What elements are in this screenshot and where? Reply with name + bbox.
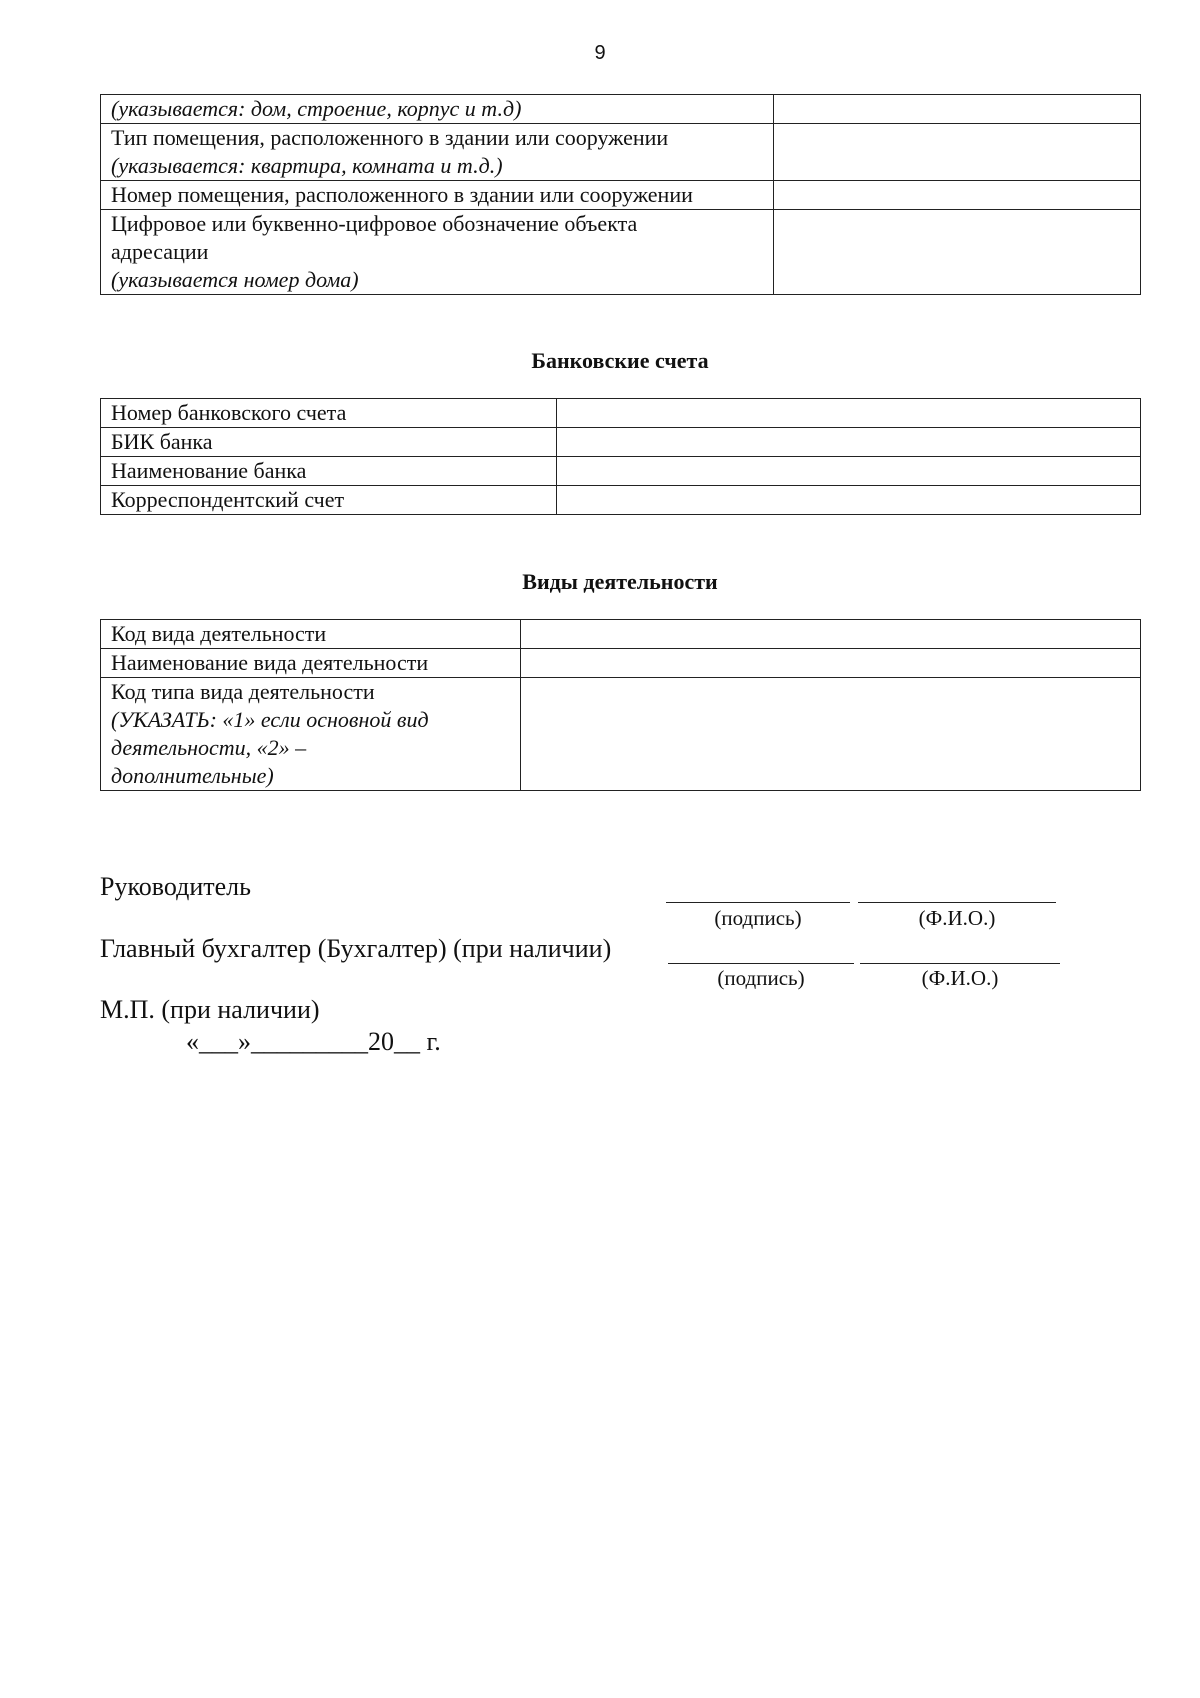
table-row [101, 210, 1141, 295]
bank-accounts-table-body [101, 399, 1141, 515]
field-label: адресации [111, 239, 209, 264]
field-label: Тип помещения, расположенного в здании или сооружении [111, 125, 669, 150]
activity-types-table-body [101, 620, 1141, 791]
director-name-line[interactable] [858, 902, 1056, 903]
field-label: Код типа вида деятельности [111, 679, 375, 704]
address-table [100, 94, 1141, 295]
table-row [101, 678, 1141, 791]
address-row-2-label-cell [101, 181, 774, 210]
address-row-3-label-cell [101, 210, 774, 295]
field-label: БИК банка [111, 429, 213, 454]
bank-row-2-value-cell[interactable] [557, 457, 1141, 486]
field-label: Номер помещения, расположенного в здании или сооружении [111, 182, 693, 207]
bank-row-3-value-cell[interactable] [557, 486, 1141, 515]
table-row [101, 649, 1141, 678]
bank-row-0-label-cell [101, 399, 557, 428]
activity-row-0-value-cell[interactable] [521, 620, 1141, 649]
table-row [101, 457, 1141, 486]
field-hint: дополнительные) [111, 763, 274, 788]
address-row-1-value-cell[interactable] [774, 124, 1141, 181]
field-hint: деятельности, «2» – [111, 735, 307, 760]
activity-row-2-label-cell [101, 678, 521, 791]
address-table-body [101, 95, 1141, 295]
field-label: Корреспондентский счет [111, 487, 345, 512]
activity-types-table [100, 619, 1141, 791]
table-row [101, 95, 1141, 124]
table-row [101, 399, 1141, 428]
bank-row-2-label-cell [101, 457, 557, 486]
bank-row-1-label-cell [101, 428, 557, 457]
field-label: Наименование банка [111, 458, 307, 483]
accountant-signature-line[interactable] [668, 963, 854, 964]
director-signature-caption: (подпись) [714, 906, 802, 930]
table-row [101, 124, 1141, 181]
activity-row-2-value-cell[interactable] [521, 678, 1141, 791]
activity-types-title: Виды деятельности [522, 569, 718, 594]
field-label: Цифровое или буквенно-цифровое обозначение объекта [111, 211, 638, 236]
page-number: 9 [594, 42, 606, 64]
bank-row-3-label-cell [101, 486, 557, 515]
accountant-name-caption: (Ф.И.О.) [921, 966, 999, 990]
field-label: Код вида деятельности [111, 621, 327, 646]
address-row-3-value-cell[interactable] [774, 210, 1141, 295]
field-hint: (УКАЗАТЬ: «1» если основной вид [111, 707, 429, 732]
table-row [101, 181, 1141, 210]
address-row-0-label-cell [101, 95, 774, 124]
bank-accounts-title: Банковские счета [531, 348, 709, 373]
activity-row-1-value-cell[interactable] [521, 649, 1141, 678]
field-hint: (указывается: дом, строение, корпус и т.д) [111, 96, 522, 121]
address-row-0-value-cell[interactable] [774, 95, 1141, 124]
address-row-2-value-cell[interactable] [774, 181, 1141, 210]
director-signature-line[interactable] [666, 902, 850, 903]
director-label: Руководитель [100, 872, 251, 901]
bank-row-1-value-cell[interactable] [557, 428, 1141, 457]
table-row [101, 620, 1141, 649]
director-name-caption: (Ф.И.О.) [918, 906, 996, 930]
accountant-signature-caption: (подпись) [717, 966, 805, 990]
date-line: «___»_________20__ г. [186, 1027, 441, 1056]
accountant-label: Главный бухгалтер (Бухгалтер) (при наличии) [100, 934, 612, 963]
field-hint: (указывается: квартира, комната и т.д.) [111, 153, 503, 178]
accountant-name-line[interactable] [860, 963, 1060, 964]
activity-row-1-label-cell [101, 649, 521, 678]
stamp-label: М.П. (при наличии) [100, 995, 320, 1024]
field-label: Наименование вида деятельности [111, 650, 429, 675]
address-row-1-label-cell [101, 124, 774, 181]
field-label: Номер банковского счета [111, 400, 347, 425]
field-hint: (указывается номер дома) [111, 267, 359, 292]
activity-row-0-label-cell [101, 620, 521, 649]
bank-accounts-table [100, 398, 1141, 515]
bank-row-0-value-cell[interactable] [557, 399, 1141, 428]
table-row [101, 428, 1141, 457]
table-row [101, 486, 1141, 515]
